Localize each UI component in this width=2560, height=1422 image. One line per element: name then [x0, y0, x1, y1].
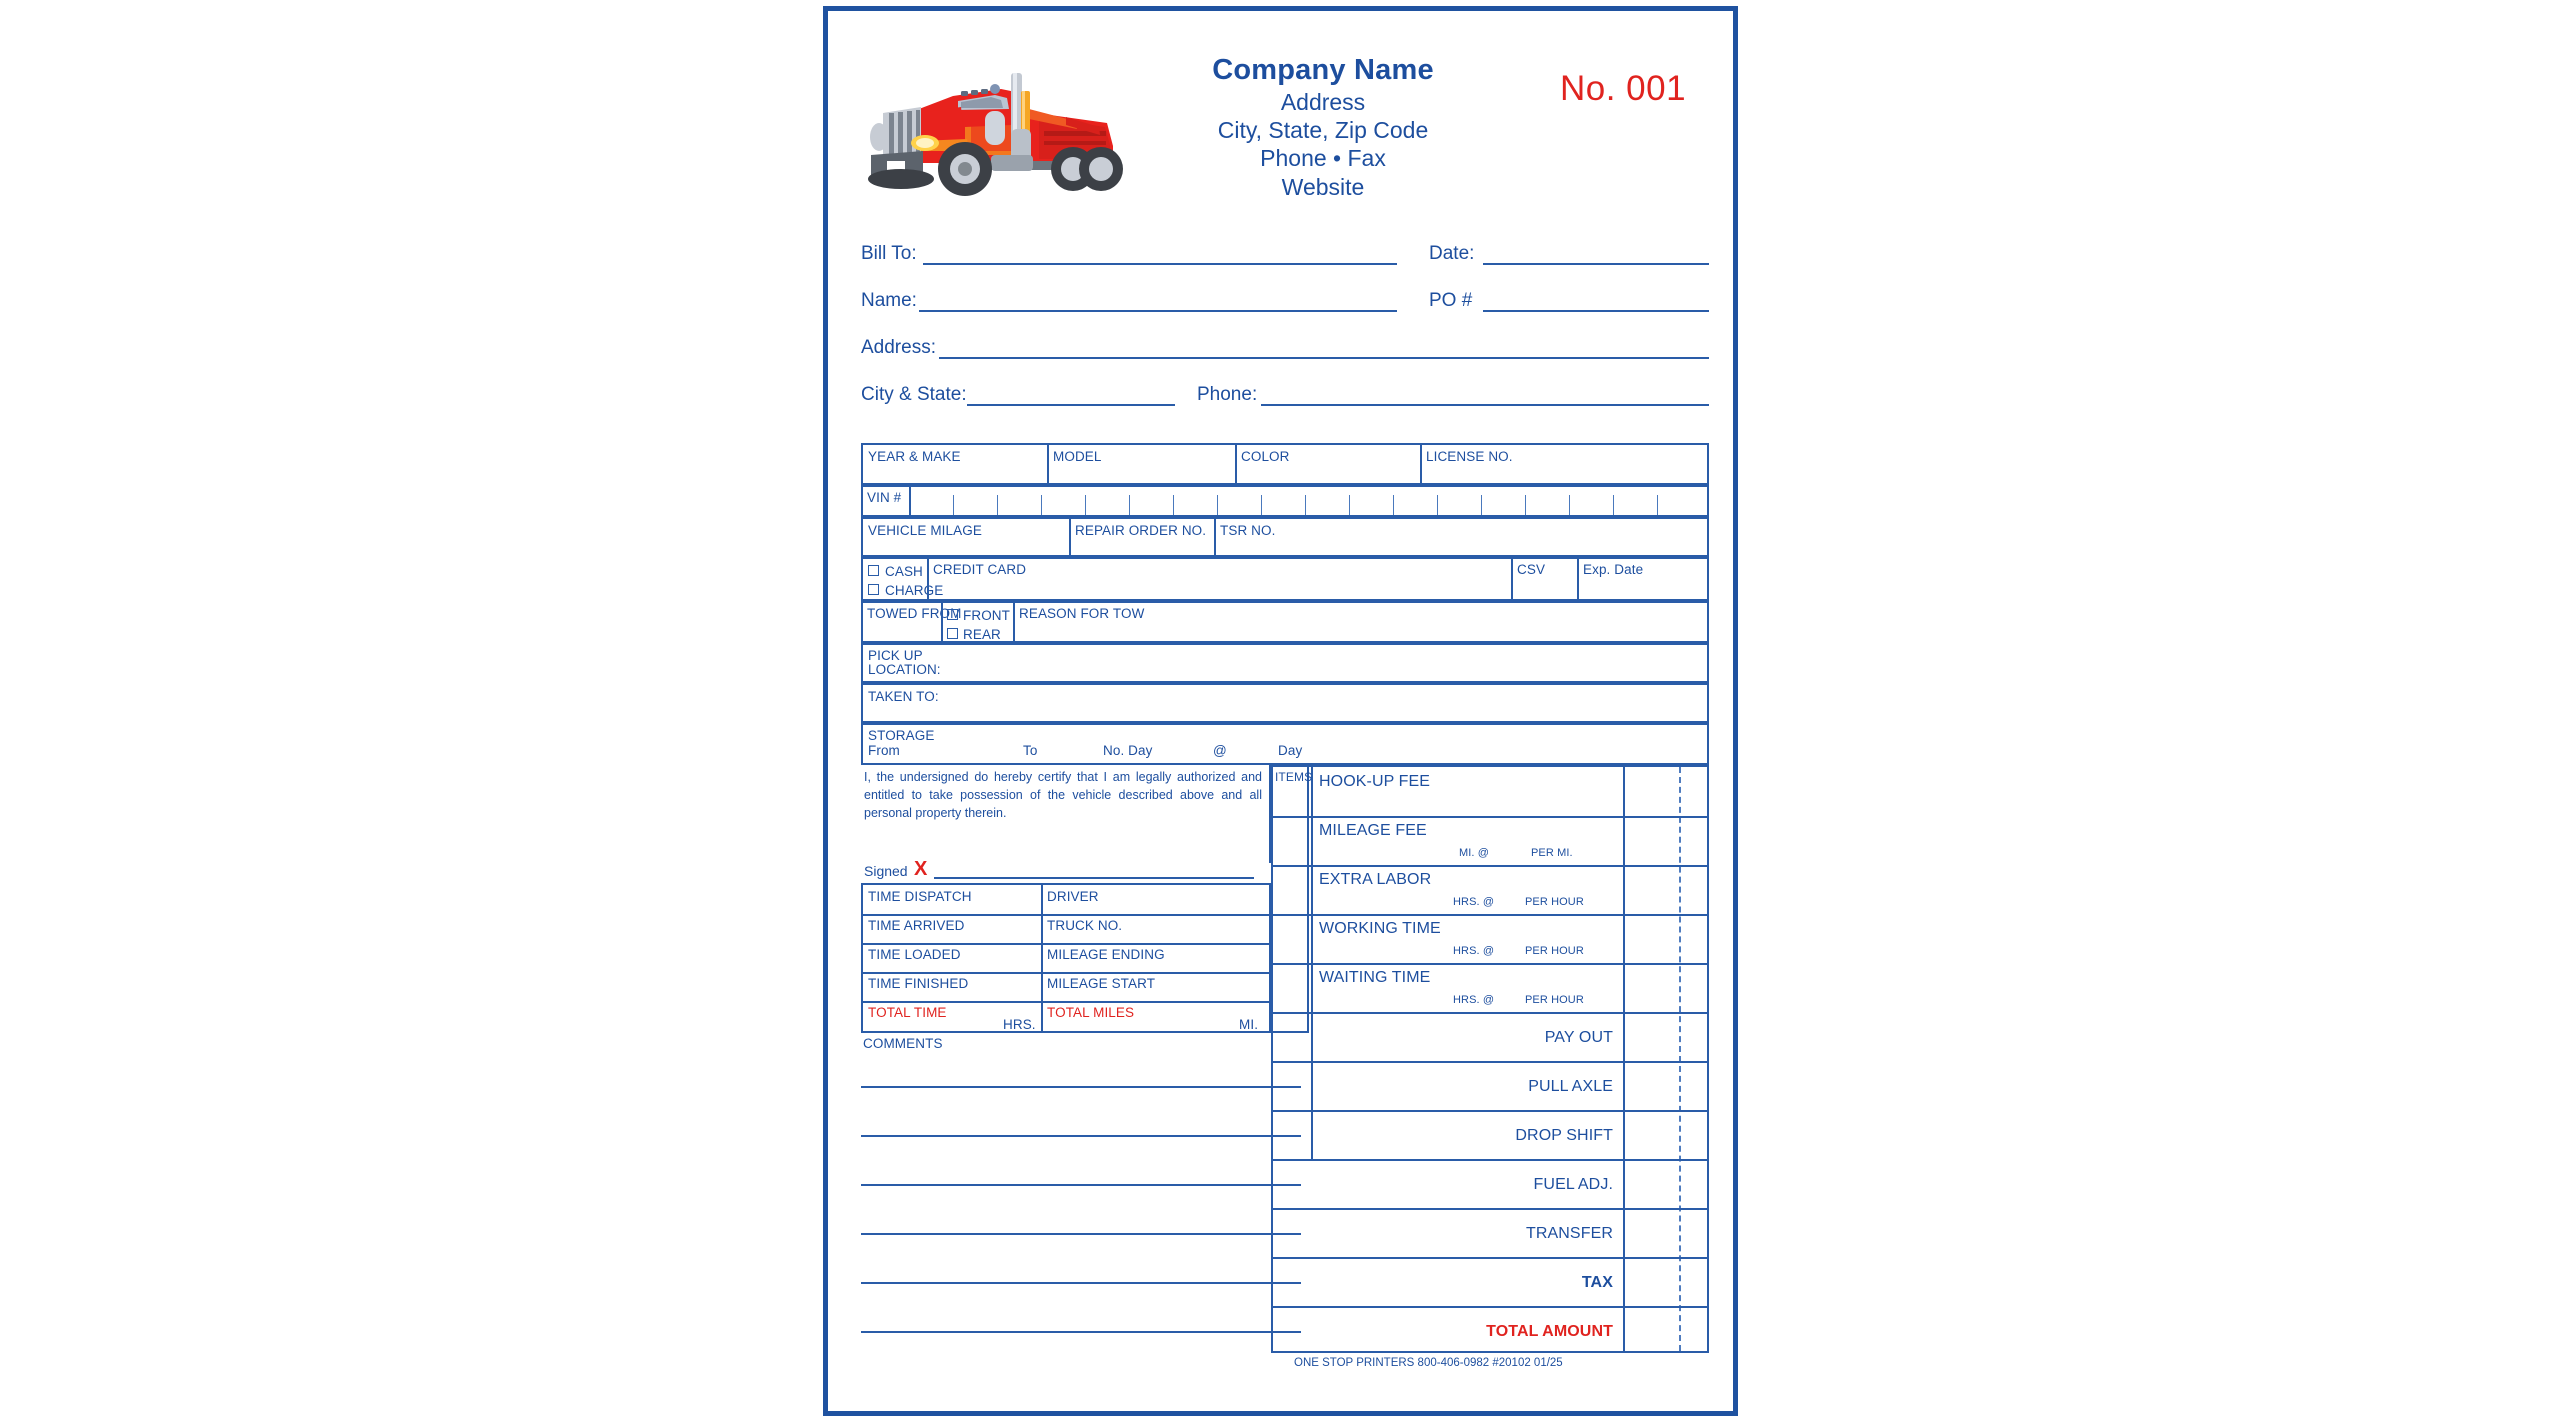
- total-amount-label: TOTAL AMOUNT: [1486, 1323, 1613, 1340]
- date-input[interactable]: [1483, 243, 1709, 265]
- taken-to-label: TAKEN TO:: [868, 689, 939, 704]
- vin-row[interactable]: [861, 485, 1709, 517]
- charge-amount-cell[interactable]: [1625, 1210, 1705, 1255]
- charge-amount-cell[interactable]: [1625, 1308, 1705, 1353]
- charge-label: CHARGE: [885, 583, 944, 598]
- tsr-no-label: TSR NO.: [1220, 523, 1276, 538]
- storage-day-label: Day: [1278, 743, 1303, 758]
- vin-label: VIN #: [867, 490, 902, 505]
- csv-label: CSV: [1517, 562, 1546, 577]
- date-label: Date:: [1429, 243, 1475, 264]
- bill-to-row: [861, 243, 1709, 290]
- charge-row-label: TRANSFER: [1525, 1225, 1613, 1242]
- towed-from-label: TOWED FROM: [867, 606, 962, 621]
- invoice-number: No. 001: [1559, 69, 1687, 108]
- mileage-ending-label: MILEAGE ENDING: [1047, 947, 1165, 962]
- comments-block: [861, 1033, 1271, 1363]
- signed-label: Signed: [864, 863, 908, 879]
- charge-amount-cell[interactable]: [1625, 916, 1705, 961]
- mileage-start-label: MILEAGE START: [1047, 976, 1156, 991]
- comment-line-4[interactable]: [861, 1233, 1301, 1235]
- charge-amount-cell[interactable]: [1625, 1014, 1705, 1059]
- charge-row-label: DROP SHIFT: [1515, 1127, 1613, 1144]
- bill-to-label: Bill To:: [861, 243, 917, 264]
- name-label: Name:: [861, 290, 917, 311]
- signature-row: [864, 859, 1268, 883]
- time-loaded-label: TIME LOADED: [868, 947, 961, 962]
- milage-repair-row: [861, 517, 1709, 557]
- total-miles-label: TOTAL MILES: [1047, 1005, 1135, 1020]
- invoice-page: [823, 6, 1738, 1416]
- charge-amount-cell[interactable]: [1625, 1112, 1705, 1157]
- storage-at-label: @: [1213, 743, 1227, 758]
- driver-label: DRIVER: [1047, 889, 1099, 904]
- storage-label: STORAGE: [868, 728, 935, 743]
- front-checkbox[interactable]: [947, 609, 958, 620]
- front-label: FRONT: [963, 608, 1010, 623]
- storage-no-day-label: No. Day: [1103, 743, 1153, 758]
- address-label: Address:: [861, 337, 936, 358]
- charge-amount-cell[interactable]: [1625, 867, 1705, 912]
- address-input[interactable]: [939, 337, 1709, 359]
- total-time-unit: HRS.: [1003, 1017, 1036, 1032]
- storage-row[interactable]: [861, 723, 1709, 765]
- charge-row-label: HOOK-UP FEE: [1319, 773, 1431, 790]
- comment-line-5[interactable]: [861, 1282, 1301, 1284]
- company-name: Company Name: [1212, 54, 1434, 86]
- po-input[interactable]: [1483, 290, 1709, 312]
- pickup-label-line2: LOCATION:: [868, 662, 941, 677]
- charge-amount-cell[interactable]: [1625, 965, 1705, 1010]
- charge-row-sub-right: PER HOUR: [1525, 896, 1584, 908]
- towed-from-row: [861, 601, 1709, 643]
- company-city-state-zip: City, State, Zip Code: [1217, 117, 1429, 144]
- phone-label: Phone:: [1197, 384, 1258, 405]
- time-dispatch-label: TIME DISPATCH: [868, 889, 972, 904]
- comment-line-6[interactable]: [861, 1331, 1301, 1333]
- charge-row-sub-right: PER HOUR: [1525, 945, 1584, 957]
- charge-row-sub-left: HRS. @: [1453, 896, 1495, 908]
- city-state-label: City & State:: [861, 384, 967, 405]
- items-header-label: ITEMS: [1275, 770, 1313, 784]
- bill-to-input[interactable]: [923, 243, 1397, 265]
- charge-row-label: FUEL ADJ.: [1533, 1176, 1613, 1193]
- time-finished-label: TIME FINISHED: [868, 976, 969, 991]
- certification-text: I, the undersigned do hereby certify that I am legally authorized and entitled to take possession of the vehicle described above and all personal property therein.: [864, 770, 1262, 820]
- name-input[interactable]: [919, 290, 1397, 312]
- charge-row-sub-left: MI. @: [1459, 847, 1489, 859]
- pickup-label-line1: PICK UP: [868, 648, 923, 663]
- comment-line-1[interactable]: [861, 1086, 1301, 1088]
- exp-date-label: Exp. Date: [1583, 562, 1644, 577]
- dispatch-grid: [861, 883, 1271, 1033]
- phone-input[interactable]: [1261, 384, 1709, 406]
- company-phone-fax: Phone • Fax: [1260, 145, 1386, 172]
- total-time-label: TOTAL TIME: [868, 1005, 947, 1020]
- company-address: Address: [1280, 89, 1366, 116]
- address-row: [861, 337, 1709, 384]
- charge-row-label: WAITING TIME: [1319, 969, 1431, 986]
- charge-row-label: PAY OUT: [1544, 1029, 1613, 1046]
- comment-line-2[interactable]: [861, 1135, 1301, 1137]
- tow-truck-icon: [861, 51, 1151, 206]
- charge-amount-cell[interactable]: [1625, 1259, 1705, 1304]
- cash-checkbox[interactable]: [868, 565, 879, 576]
- storage-from-label: From: [868, 743, 900, 758]
- vehicle-milage-label: VEHICLE MILAGE: [868, 523, 982, 538]
- year-make-label: YEAR & MAKE: [868, 449, 961, 464]
- charge-row-sub-right: PER MI.: [1531, 847, 1573, 859]
- cash-label: CASH: [885, 564, 923, 579]
- truck-no-label: TRUCK NO.: [1047, 918, 1123, 933]
- model-label: MODEL: [1053, 449, 1102, 464]
- customer-info-block: [861, 243, 1709, 431]
- repair-order-no-label: REPAIR ORDER NO.: [1075, 523, 1207, 538]
- city-phone-row: [861, 384, 1709, 431]
- time-arrived-label: TIME ARRIVED: [868, 918, 965, 933]
- name-row: [861, 290, 1709, 337]
- company-info: [1158, 53, 1488, 201]
- charge-row-sub-left: HRS. @: [1453, 945, 1495, 957]
- charge-amount-cell[interactable]: [1625, 1161, 1705, 1206]
- company-website: Website: [1281, 173, 1365, 200]
- charge-row-label: TAX: [1581, 1274, 1613, 1291]
- charges-table: [1271, 765, 1709, 1353]
- charge-row-label: PULL AXLE: [1528, 1078, 1613, 1095]
- charge-amount-cell[interactable]: [1625, 1063, 1705, 1108]
- charge-amount-cell[interactable]: [1625, 818, 1705, 863]
- city-state-input[interactable]: [967, 384, 1175, 406]
- printer-credit: ONE STOP PRINTERS 800-406-0982 #20102 01/25: [1294, 1357, 1563, 1369]
- license-no-label: LICENSE NO.: [1426, 449, 1513, 464]
- po-label: PO #: [1429, 290, 1473, 311]
- charge-checkbox[interactable]: [868, 584, 879, 595]
- total-miles-unit: MI.: [1239, 1017, 1259, 1032]
- reason-for-tow-label: REASON FOR TOW: [1019, 606, 1145, 621]
- signature-x-mark: X: [914, 858, 928, 880]
- credit-card-label: CREDIT CARD: [933, 562, 1027, 577]
- form-header: [828, 11, 1733, 200]
- rear-checkbox[interactable]: [947, 628, 958, 639]
- charge-row-sub-left: HRS. @: [1453, 994, 1495, 1006]
- comment-line-3[interactable]: [861, 1184, 1301, 1186]
- color-label: COLOR: [1241, 449, 1290, 464]
- charge-row-label: MILEAGE FEE: [1319, 822, 1427, 839]
- rear-label: REAR: [963, 627, 1001, 642]
- charge-row-label: EXTRA LABOR: [1319, 871, 1432, 888]
- charge-row-sub-right: PER HOUR: [1525, 994, 1584, 1006]
- charge-amount-cell[interactable]: [1625, 769, 1705, 814]
- charge-row-label: WORKING TIME: [1319, 920, 1441, 937]
- vehicle-info-row: [861, 443, 1709, 485]
- payment-row: [861, 557, 1709, 601]
- signature-input[interactable]: [934, 861, 1254, 879]
- taken-to-row[interactable]: [861, 683, 1709, 723]
- pickup-location-row[interactable]: [861, 643, 1709, 683]
- comments-label: COMMENTS: [863, 1036, 943, 1051]
- storage-to-label: To: [1023, 743, 1038, 758]
